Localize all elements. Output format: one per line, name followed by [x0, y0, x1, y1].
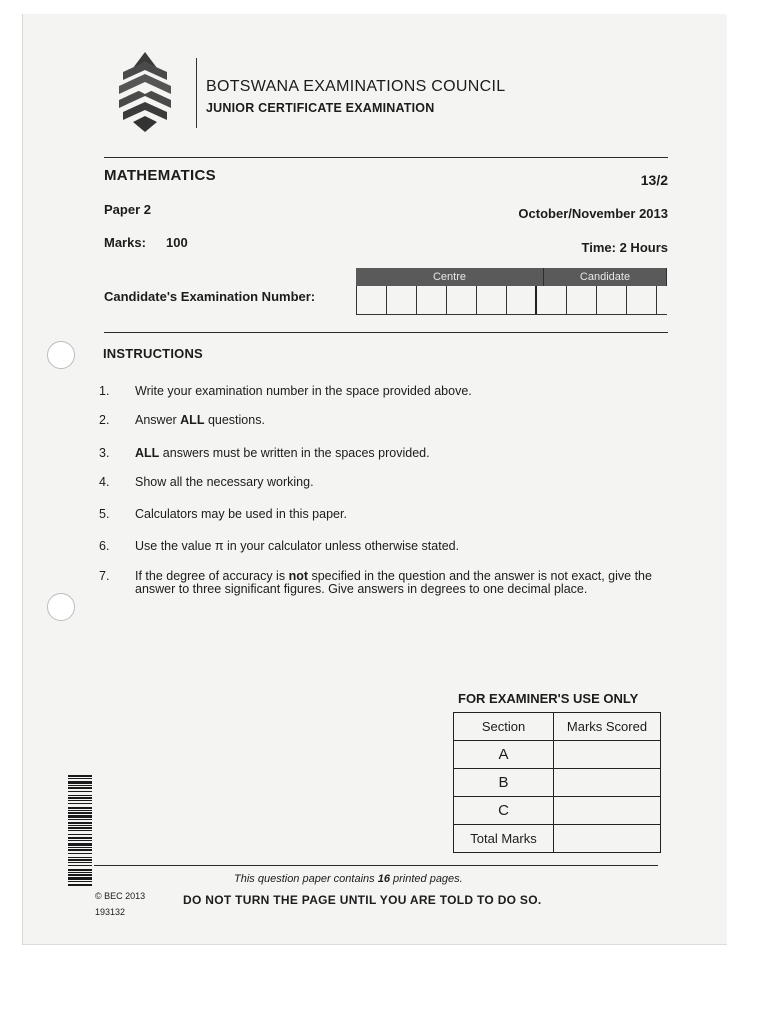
section-cell: Total Marks [454, 825, 554, 853]
centre-digit-cell[interactable] [477, 286, 507, 314]
section-cell: B [454, 769, 554, 797]
table-row [454, 797, 661, 825]
col-marks-scored: Marks Scored [554, 713, 661, 741]
instruction-number: 2. [99, 413, 110, 427]
grid-cells [356, 286, 667, 315]
header-divider [196, 58, 197, 128]
instruction-item [99, 508, 664, 521]
centre-header: Centre [356, 268, 544, 286]
bec-logo [115, 50, 175, 134]
candidate-number-label: Candidate's Examination Number: [104, 289, 316, 304]
centre-digit-cell[interactable] [447, 286, 477, 314]
bottom-rule [94, 865, 658, 866]
instruction-text: Write your examination number in the space provided above. [135, 384, 472, 398]
instruction-text: ALL answers must be written in the spaces provided. [135, 446, 430, 460]
instruction-item [99, 540, 664, 553]
marks-label: Marks: [104, 235, 146, 250]
instruction-number: 1. [99, 384, 110, 398]
table-header-row [454, 713, 661, 741]
candidate-digit-cell[interactable] [627, 286, 657, 314]
turn-page-warning: DO NOT TURN THE PAGE UNTIL YOU ARE TOLD TO DO SO. [183, 893, 542, 907]
exam-duration: Time: 2 Hours [581, 240, 668, 255]
centre-digit-cell[interactable] [507, 286, 537, 314]
candidate-header: Candidate [544, 268, 667, 286]
marks-cell[interactable] [554, 741, 661, 769]
instruction-item [99, 570, 664, 596]
mid-rule [104, 332, 668, 333]
instruction-text: Use the value π in your calculator unless otherwise stated. [135, 539, 460, 553]
marks-cell[interactable] [554, 797, 661, 825]
candidate-digit-cell[interactable] [567, 286, 597, 314]
candidate-digit-cell[interactable] [597, 286, 627, 314]
centre-digit-cell[interactable] [417, 286, 447, 314]
instruction-item [99, 447, 664, 460]
copyright: © BEC 2013 [95, 891, 146, 901]
instruction-number: 6. [99, 539, 110, 553]
pages-note: This question paper contains 16 printed pages. [234, 873, 463, 885]
instruction-number: 3. [99, 446, 110, 460]
instruction-item [99, 414, 664, 427]
centre-digit-cell[interactable] [387, 286, 417, 314]
marks-cell[interactable] [554, 825, 661, 853]
table-row [454, 769, 661, 797]
instruction-item [99, 385, 664, 398]
instruction-text: Show all the necessary working. [135, 475, 314, 489]
instruction-text: Calculators may be used in this paper. [135, 507, 347, 521]
marks-cell[interactable] [554, 769, 661, 797]
top-rule [104, 157, 668, 158]
instruction-item [99, 476, 664, 489]
instructions-title: INSTRUCTIONS [103, 346, 203, 361]
subject-title: MATHEMATICS [104, 167, 216, 184]
instruction-number: 7. [99, 569, 110, 583]
marks-value: 100 [166, 235, 188, 250]
punch-hole [47, 341, 75, 369]
table-row [454, 825, 661, 853]
instruction-text: Answer ALL questions. [135, 413, 265, 427]
barcode-icon [68, 775, 92, 887]
section-cell: A [454, 741, 554, 769]
council-name: BOTSWANA EXAMINATIONS COUNCIL [206, 78, 506, 95]
examiner-title: FOR EXAMINER'S USE ONLY [458, 691, 639, 706]
paper-code: 13/2 [640, 172, 668, 188]
section-cell: C [454, 797, 554, 825]
document-code: 193132 [95, 907, 126, 917]
candidate-number-grid [356, 268, 667, 315]
grid-header [356, 268, 667, 286]
paper-number: Paper 2 [104, 202, 151, 217]
candidate-digit-cell[interactable] [537, 286, 567, 314]
instruction-number: 4. [99, 475, 110, 489]
exam-title: JUNIOR CERTIFICATE EXAMINATION [206, 101, 435, 115]
punch-hole [47, 593, 75, 621]
examiner-marks-table [453, 712, 661, 853]
col-section: Section [454, 713, 554, 741]
instruction-text: If the degree of accuracy is not specified in the question and the answer is not exact, give the answer to three significant figures. Give answers in degrees to one decimal place. [135, 569, 652, 596]
instruction-number: 5. [99, 507, 110, 521]
centre-digit-cell[interactable] [357, 286, 387, 314]
table-row [454, 741, 661, 769]
exam-session: October/November 2013 [518, 206, 668, 221]
